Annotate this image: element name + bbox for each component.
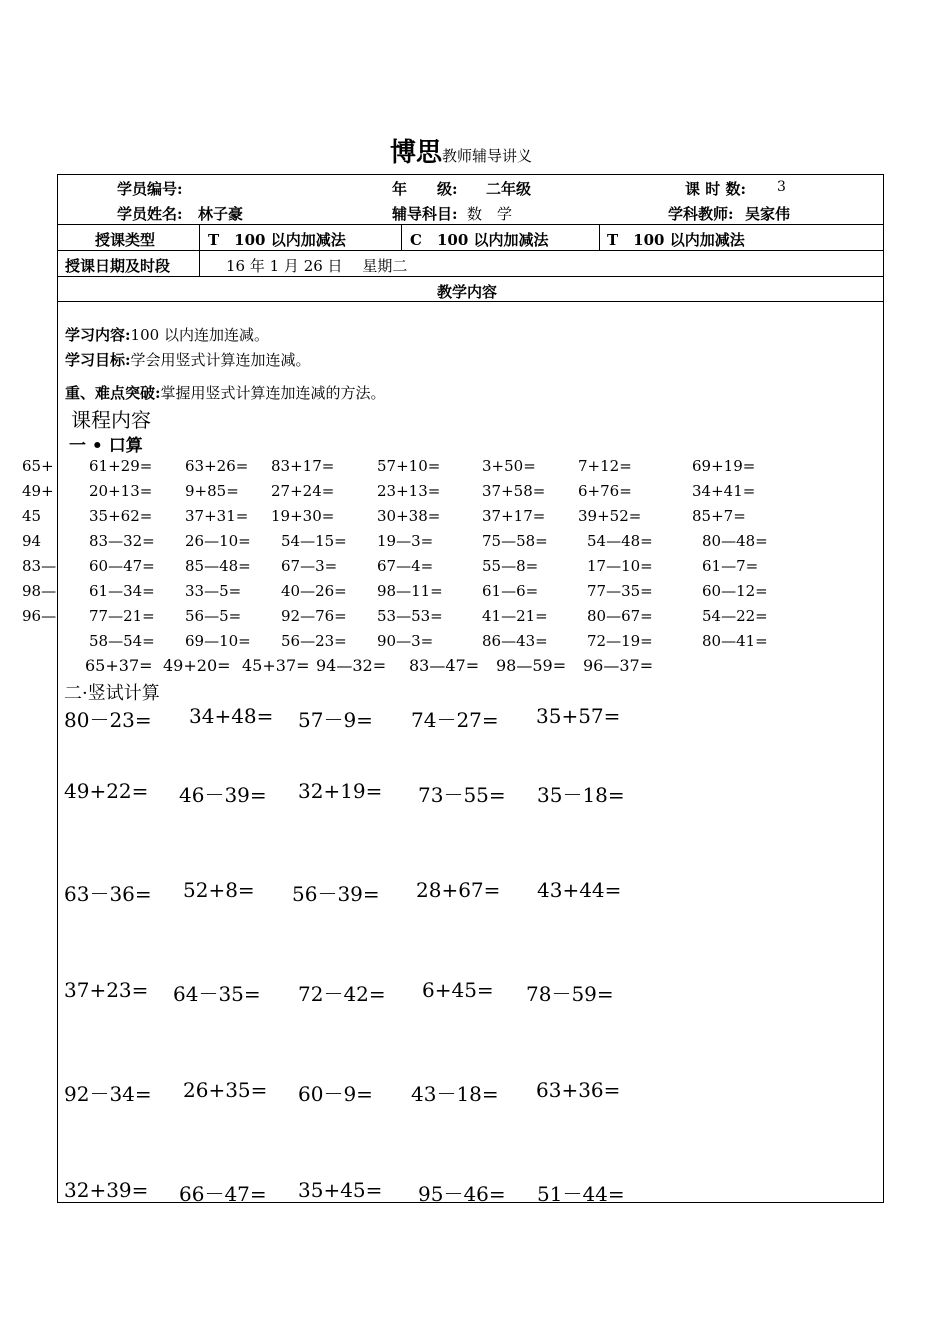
- key-points-value: 掌握用竖式计算连加连减的方法。: [160, 384, 386, 402]
- course-type-label: 授课类型: [95, 231, 156, 249]
- oral-problem: 55—8=: [482, 557, 539, 575]
- oral-problem: 90—3=: [377, 632, 434, 650]
- vertical-problem: 52+8=: [183, 878, 255, 902]
- oral-problem: 80—67=: [587, 607, 653, 625]
- vertical-problem: 35－18=: [537, 783, 625, 807]
- oral-problem: 49+20=: [163, 656, 231, 675]
- teacher-label: 学科教师:: [668, 205, 734, 223]
- vertical-problem: 78－59=: [526, 982, 614, 1006]
- oral-problem: 92—76=: [281, 607, 347, 625]
- oral-problem: 17—10=: [587, 557, 653, 575]
- learning-content-label: 学习内容:: [65, 326, 131, 344]
- vertical-problem: 37+23=: [64, 978, 149, 1002]
- vertical-problem: 43+44=: [537, 878, 622, 902]
- vertical-problem: 49+22=: [64, 779, 149, 803]
- vertical-problem: 32+19=: [298, 779, 383, 803]
- key-points-label: 重、难点突破:: [65, 384, 161, 402]
- vertical-problem: 66－47=: [179, 1182, 267, 1206]
- oral-problem: 61—34=: [89, 582, 155, 600]
- hours-value: 3: [777, 179, 786, 195]
- learning-goal-value: 学会用竖式计算连加连减。: [130, 351, 311, 369]
- vertical-problem: 43－18=: [411, 1082, 499, 1106]
- subject-label: 辅导科目:: [392, 205, 458, 223]
- oral-problem: 60—12=: [702, 582, 768, 600]
- oral-problem: 85—48=: [185, 557, 251, 575]
- learning-goal: [65, 349, 311, 370]
- oral-problem: 39+52=: [578, 507, 642, 525]
- oral-problem: 67—3=: [281, 557, 338, 575]
- title-sub: 教师辅导讲义: [442, 147, 533, 165]
- oral-problem: 7+12=: [578, 457, 632, 475]
- vertical-problem: 26+35=: [183, 1078, 268, 1102]
- content-header: 教学内容: [437, 283, 498, 301]
- col-divider: [401, 224, 402, 250]
- oral-problem: 98—11=: [377, 582, 443, 600]
- oral-problem: 3+50=: [482, 457, 536, 475]
- vertical-problem: 95－46=: [418, 1182, 506, 1206]
- oral-problem: 37+31=: [185, 507, 249, 525]
- oral-problem: 83—32=: [89, 532, 155, 550]
- oral-problem: 57+10=: [377, 457, 441, 475]
- oral-problem: 83+17=: [271, 457, 335, 475]
- oral-problem: 77—35=: [587, 582, 653, 600]
- oral-problem: 80—48=: [702, 532, 768, 550]
- date-label: 授课日期及时段: [65, 257, 171, 275]
- oral-problem: 30+38=: [377, 507, 441, 525]
- oral-problem: 80—41=: [702, 632, 768, 650]
- margin-item: 83—: [22, 557, 57, 575]
- vertical-problem: 34+48=: [189, 704, 274, 728]
- margin-item: 98—: [22, 582, 57, 600]
- row-divider: [57, 224, 883, 225]
- oral-problem: 77—21=: [89, 607, 155, 625]
- vertical-problem: 74－27=: [411, 708, 499, 732]
- oral-problem: 61—7=: [702, 557, 759, 575]
- oral-problem: 94—32=: [316, 656, 387, 675]
- oral-problem: 26—10=: [185, 532, 251, 550]
- oral-problem: 56—5=: [185, 607, 242, 625]
- oral-problem: 67—4=: [377, 557, 434, 575]
- margin-item: 94: [22, 532, 42, 550]
- oral-problem: 27+24=: [271, 482, 335, 500]
- vertical-problem: 57－9=: [298, 708, 373, 732]
- oral-problem: 61—6=: [482, 582, 539, 600]
- date-value: 16 年 1 月 26 日 星期二: [226, 257, 408, 275]
- oral-problem: 34+41=: [692, 482, 756, 500]
- vertical-problem: 72－42=: [298, 982, 386, 1006]
- oral-problem: 20+13=: [89, 482, 153, 500]
- margin-item: 49+: [22, 482, 54, 500]
- oral-problem: 58—54=: [89, 632, 155, 650]
- oral-problem: 69+19=: [692, 457, 756, 475]
- title-main: 博思: [390, 138, 443, 168]
- oral-problem: 33—5=: [185, 582, 242, 600]
- oral-problem: 6+76=: [578, 482, 632, 500]
- margin-item: 65+: [22, 457, 54, 475]
- vertical-problem: 63+36=: [536, 1078, 621, 1102]
- oral-problem: 61+29=: [89, 457, 153, 475]
- course-type-t1: T 100 以内加减法: [208, 231, 346, 249]
- oral-problem: 69—10=: [185, 632, 251, 650]
- oral-problem: 37+17=: [482, 507, 546, 525]
- vertical-problem: 46－39=: [179, 783, 267, 807]
- vertical-problem: 60－9=: [298, 1082, 373, 1106]
- oral-problem: 37+58=: [482, 482, 546, 500]
- vertical-problem: 6+45=: [422, 978, 494, 1002]
- oral-problem: 19—3=: [377, 532, 434, 550]
- vertical-problem: 32+39=: [64, 1178, 149, 1202]
- col-divider: [599, 224, 600, 250]
- vertical-problem: 56－39=: [292, 882, 380, 906]
- oral-problem: 35+62=: [89, 507, 153, 525]
- vertical-problem: 73－55=: [418, 783, 506, 807]
- margin-item: 96—: [22, 607, 57, 625]
- oral-problem: 23+13=: [377, 482, 441, 500]
- section2-heading: 二·竖试计算: [64, 683, 160, 704]
- oral-problem: 96—37=: [583, 656, 654, 675]
- oral-problem: 75—58=: [482, 532, 548, 550]
- oral-problem: 86—43=: [482, 632, 548, 650]
- student-name-value: 林子豪: [198, 205, 244, 223]
- oral-problem: 40—26=: [281, 582, 347, 600]
- vertical-problem: 35+45=: [298, 1178, 383, 1202]
- oral-problem: 41—21=: [482, 607, 548, 625]
- subject-value: 数 学: [467, 205, 513, 223]
- learning-content-value: 100 以内连加连减。: [130, 326, 269, 344]
- student-id-label: 学员编号:: [117, 180, 183, 198]
- learning-goal-label: 学习目标:: [65, 351, 131, 369]
- oral-problem: 53—53=: [377, 607, 443, 625]
- vertical-problem: 63－36=: [64, 882, 152, 906]
- oral-problem: 45+37=: [242, 656, 310, 675]
- course-type-c: C 100 以内加减法: [410, 231, 549, 249]
- oral-problem: 83—47=: [409, 656, 480, 675]
- key-points: [65, 382, 386, 403]
- vertical-problem: 80－23=: [64, 708, 152, 732]
- col-divider: [199, 224, 200, 276]
- course-heading: 课程内容: [71, 408, 151, 432]
- oral-problem: 85+7=: [692, 507, 746, 525]
- oral-problem: 98—59=: [496, 656, 567, 675]
- student-name-label: 学员姓名:: [117, 205, 183, 223]
- vertical-problem: 35+57=: [536, 704, 621, 728]
- course-type-t2: T 100 以内加减法: [607, 231, 745, 249]
- section1-heading: 一 • 口算: [69, 436, 143, 456]
- oral-problem: 54—15=: [281, 532, 347, 550]
- vertical-problem: 51－44=: [537, 1182, 625, 1206]
- vertical-problem: 64－35=: [173, 982, 261, 1006]
- vertical-problem: 28+67=: [416, 878, 501, 902]
- oral-problem: 9+85=: [185, 482, 239, 500]
- vertical-problem: 92－34=: [64, 1082, 152, 1106]
- grade-value: 二年级: [486, 180, 532, 198]
- document-title: [390, 132, 532, 169]
- learning-content: [65, 324, 269, 345]
- row-divider: [57, 276, 883, 277]
- oral-problem: 56—23=: [281, 632, 347, 650]
- hours-label: 课 时 数:: [685, 180, 746, 198]
- oral-problem: 72—19=: [587, 632, 653, 650]
- oral-problem: 54—22=: [702, 607, 768, 625]
- oral-problem: 19+30=: [271, 507, 335, 525]
- oral-problem: 60—47=: [89, 557, 155, 575]
- oral-problem: 54—48=: [587, 532, 653, 550]
- teacher-value: 吴家伟: [745, 205, 791, 223]
- margin-item: 45: [22, 507, 42, 525]
- row-divider: [57, 250, 883, 251]
- grade-label: 年 级:: [392, 180, 458, 198]
- oral-problem: 65+37=: [85, 656, 153, 675]
- oral-problem: 63+26=: [185, 457, 249, 475]
